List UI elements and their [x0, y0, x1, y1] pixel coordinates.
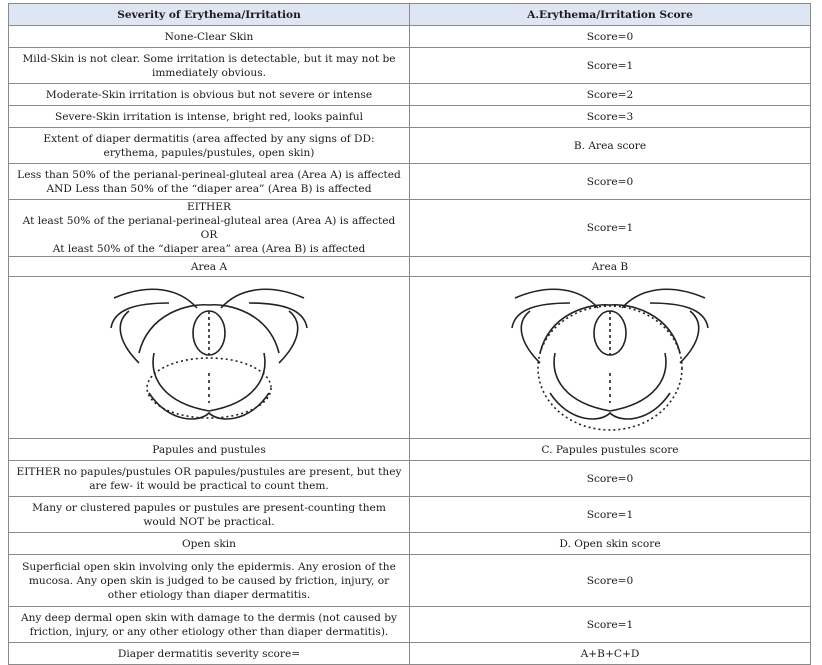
- table-row: [9, 439, 811, 461]
- row-desc: None-Clear Skin: [9, 26, 410, 48]
- open-skin-section-title: Open skin: [9, 533, 410, 555]
- table-header-row: [9, 4, 811, 26]
- table-row: [9, 48, 811, 84]
- table-row: [9, 461, 811, 497]
- papules-score-title: C. Papules pustules score: [410, 439, 811, 461]
- row-desc: [9, 200, 410, 257]
- table-row: [9, 200, 811, 257]
- row-score: Score=0: [410, 461, 811, 497]
- row-desc: Moderate-Skin irritation is obvious but not severe or intense: [9, 84, 410, 106]
- row-score: Score=0: [410, 555, 811, 607]
- area-a-diagram: [109, 283, 309, 433]
- total-formula: A+B+C+D: [410, 643, 811, 665]
- row-score: Score=1: [410, 200, 811, 257]
- area-score-title: B. Area score: [410, 128, 811, 164]
- table-row: [9, 128, 811, 164]
- row-score: Score=0: [410, 26, 811, 48]
- row-desc: Less than 50% of the perianal-perineal-gluteal area (Area A) is affected AND Less than 50% of the “diaper area” (Area B) is affected: [9, 164, 410, 200]
- area-b-diagram-cell: [410, 277, 811, 439]
- row-score: Score=0: [410, 164, 811, 200]
- table-row: [9, 106, 811, 128]
- area-section-title: Extent of diaper dermatitis (area affected by any signs of DD: erythema, papules/pustules, open skin): [9, 128, 410, 164]
- row-desc: EITHER no papules/pustules OR papules/pustules are present, but they are few- it would be practical to count them.: [9, 461, 410, 497]
- row-desc: Many or clustered papules or pustules are present-counting them would NOT be practical.: [9, 497, 410, 533]
- row-score: Score=3: [410, 106, 811, 128]
- row-score: Score=1: [410, 497, 811, 533]
- table-row: [9, 555, 811, 607]
- diaper-dermatitis-score-table: [8, 3, 811, 665]
- table-row: [9, 497, 811, 533]
- table-row: [9, 533, 811, 555]
- area-a-line: At least 50% of the perianal-perineal-gluteal area (Area A) is affected OR: [22, 215, 396, 241]
- table-row: [9, 26, 811, 48]
- total-row: [9, 643, 811, 665]
- row-score: Score=1: [410, 48, 811, 84]
- either-line: EITHER: [187, 201, 231, 213]
- area-labels-row: [9, 257, 811, 277]
- table-row: [9, 164, 811, 200]
- area-a-label: Area A: [9, 257, 410, 277]
- total-label: Diaper dermatitis severity score=: [9, 643, 410, 665]
- area-b-label: Area B: [410, 257, 811, 277]
- area-b-line: At least 50% of the “diaper area” area (Area B) is affected: [52, 243, 366, 255]
- header-severity: Severity of Erythema/Irritation: [9, 4, 410, 26]
- table-row: [9, 84, 811, 106]
- row-score: Score=2: [410, 84, 811, 106]
- row-score: Score=1: [410, 607, 811, 643]
- row-desc: Superficial open skin involving only the epidermis. Any erosion of the mucosa. Any open skin is judged to be caused by friction, injury, or other etiology than diaper dermatitis.: [9, 555, 410, 607]
- area-a-diagram-cell: [9, 277, 410, 439]
- row-desc: Mild-Skin is not clear. Some irritation is detectable, but it may not be immediately obvious.: [9, 48, 410, 84]
- table-row: [9, 607, 811, 643]
- header-erythema-score: A.Erythema/Irritation Score: [410, 4, 811, 26]
- row-desc: Severe-Skin irritation is intense, bright red, looks painful: [9, 106, 410, 128]
- open-skin-score-title: D. Open skin score: [410, 533, 811, 555]
- papules-section-title: Papules and pustules: [9, 439, 410, 461]
- area-b-diagram: [510, 283, 710, 433]
- area-diagrams-row: [9, 277, 811, 439]
- row-desc: Any deep dermal open skin with damage to the dermis (not caused by friction, injury, or any other etiology other than diaper dermatitis).: [9, 607, 410, 643]
